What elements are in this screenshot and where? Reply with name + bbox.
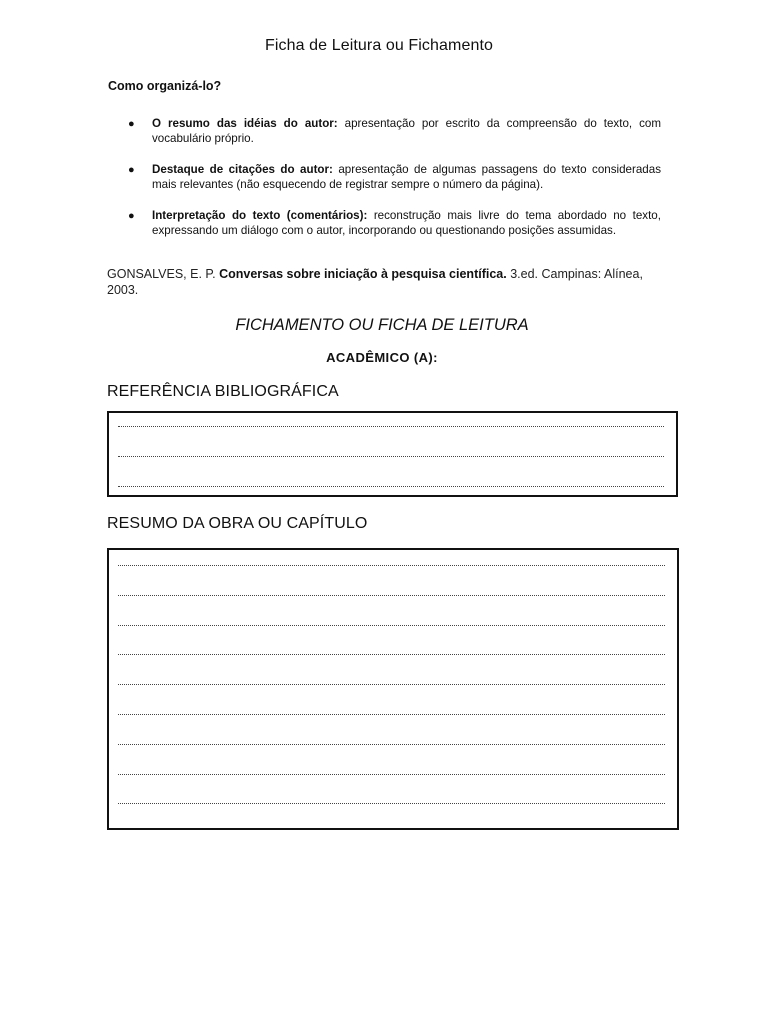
summary-box[interactable]: [107, 548, 679, 830]
citation: [107, 267, 663, 298]
writing-line[interactable]: [118, 774, 665, 775]
reference-heading: REFERÊNCIA BIBLIOGRÁFICA: [107, 383, 339, 400]
form-title: FICHAMENTO OU FICHA DE LEITURA: [235, 316, 529, 334]
bullet-term: O resumo das idéias do autor:: [152, 117, 338, 130]
section-question: Como organizá-lo?: [108, 79, 222, 93]
bullet-icon: ●: [128, 210, 135, 222]
bullet-term: Destaque de citações do autor:: [152, 163, 333, 176]
writing-line[interactable]: [118, 426, 664, 427]
writing-line[interactable]: [118, 486, 664, 487]
writing-line[interactable]: [118, 595, 665, 596]
writing-line[interactable]: [118, 565, 665, 566]
writing-line[interactable]: [118, 654, 665, 655]
writing-line[interactable]: [118, 684, 665, 685]
writing-line[interactable]: [118, 625, 665, 626]
list-item: [108, 208, 661, 238]
citation-author: GONSALVES, E. P.: [107, 267, 220, 281]
writing-line[interactable]: [118, 714, 665, 715]
summary-heading: RESUMO DA OBRA OU CAPÍTULO: [107, 515, 368, 532]
academico-label: ACADÊMICO (A):: [326, 350, 438, 365]
bullet-text: apresentação de algumas passagens do texto consideradas mais relevantes (não esquecendo de registrar sempre o número da página).: [152, 163, 661, 191]
list-item: [108, 116, 661, 146]
bullet-icon: ●: [128, 164, 135, 176]
bullet-icon: ●: [128, 118, 135, 130]
bullet-text: reconstrução mais livre do tema abordado no texto, expressando um diálogo com o autor, incorporando ou questionando posições assumidas.: [152, 209, 661, 237]
bullet-term: Interpretação do texto (comentários):: [152, 209, 368, 222]
list-item: [108, 162, 661, 192]
bullet-text: apresentação por escrito da compreensão do texto, com vocabulário próprio.: [152, 117, 661, 145]
citation-rest: 3.ed. Campinas: Alínea, 2003.: [107, 267, 643, 297]
reference-box[interactable]: [107, 411, 678, 497]
page-title: Ficha de Leitura ou Fichamento: [264, 37, 493, 54]
citation-work: Conversas sobre iniciação à pesquisa científica.: [219, 267, 507, 281]
writing-line[interactable]: [118, 744, 665, 745]
bullet-list: [108, 116, 661, 254]
writing-line[interactable]: [118, 803, 665, 804]
writing-line[interactable]: [118, 456, 664, 457]
